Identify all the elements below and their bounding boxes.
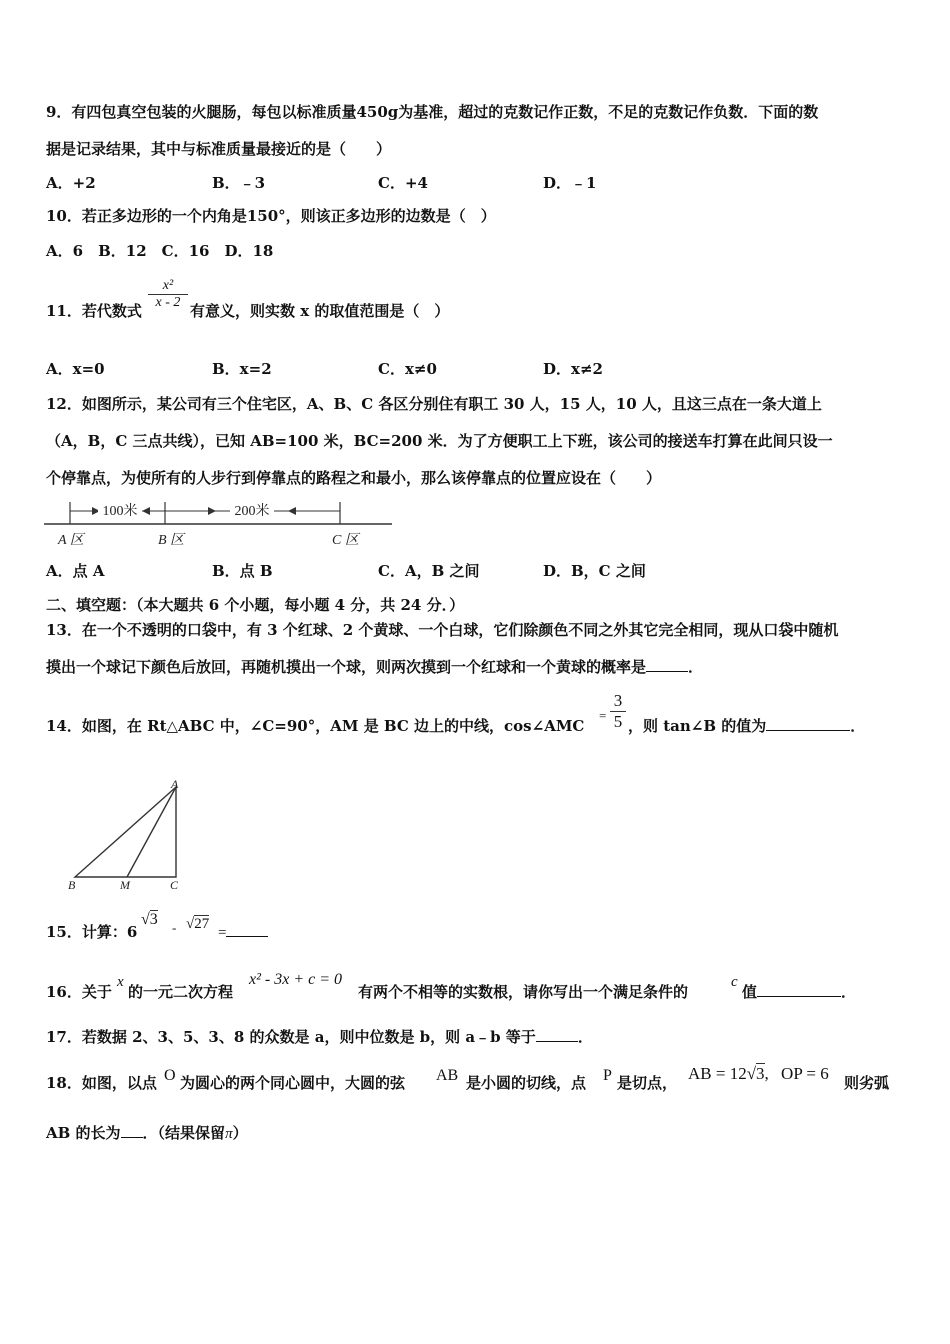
q9-option-d: D．﹣1 (543, 174, 597, 192)
q16-equation: x² - 3x + c = 0 (249, 971, 343, 988)
ab-distance-label: 100米 (102, 504, 138, 519)
q11-option-c: C．x≠0 (378, 360, 437, 378)
sqrt-icon: √ (141, 911, 150, 928)
q13-line2-text: 摸出一个球记下颜色后放回，再随机摸出一个球，则两次摸到一个红球和一个黄球的概率是 (46, 658, 647, 676)
q18-answer-blank[interactable] (121, 1137, 143, 1138)
q16-stem-mid2: 有两个不相等的实数根，请你写出一个满足条件的 (358, 983, 689, 1001)
q18-line2 (46, 1123, 248, 1144)
q10-options: A．6 B．12 C．16 D．18 (46, 242, 274, 260)
q14-fraction (610, 691, 626, 732)
vertex-a-label: A (171, 777, 179, 791)
q12-line2: （A，B，C 三点共线），已知 AB=100 米，BC=200 米．为了方便职工上下班，该公司的接送车打算在此间只设一 (46, 432, 833, 450)
q18-stem-pre: 18．如图，以点 (46, 1074, 157, 1092)
q17-end: ． (577, 1028, 593, 1046)
q15-answer-blank[interactable] (226, 936, 268, 937)
bc-arrow-right (208, 507, 216, 515)
q18-end: ．（结果保留 (142, 1124, 226, 1142)
q16-stem-mid: 的一元二次方程 (128, 983, 234, 1001)
q17-stem: 17．若数据 2、3、5、3、8 的众数是 a，则中位数是 b，则 a﹣b 等于 (46, 1028, 536, 1046)
q13-line1: 13．在一个不透明的口袋中，有 3 个红球、2 个黄球、一个白球，它们除颜色不同之外其它完全相同，现从口袋中随机 (46, 621, 839, 639)
q12-option-d: D．B，C 之间 (543, 562, 646, 580)
q11-numerator: x² (162, 278, 174, 293)
q15-sqrt3 (141, 910, 158, 930)
q11-denominator: x - 2 (148, 294, 188, 311)
q16-answer-blank[interactable] (757, 996, 841, 997)
q12-line3: 个停靠点，为使所有的人步行到停靠点的路程之和最小，那么该停靠点的位置应设在（ ） (46, 469, 662, 487)
q15-equals: = (218, 925, 227, 941)
q18-chord-ab: AB (436, 1067, 459, 1084)
q9-line1: 9．有四包真空包装的火腿肠，每包以标准质量450g为基准，超过的克数记作正数，不足的克数记作负数．下面的数 (46, 103, 819, 121)
q15-radicand-1: 3 (149, 911, 158, 928)
q12-option-c: C．A，B 之间 (378, 562, 480, 580)
q10-stem: 10．若正多边形的一个内角是150°，则该正多边形的边数是（ ） (46, 207, 496, 225)
q14-stem-post-wrap (628, 716, 865, 736)
point-c-label: C 区 (332, 533, 359, 548)
q14-denominator: 5 (610, 711, 626, 732)
q15-minus: - (172, 920, 177, 935)
q18-radicand: 3 (756, 1064, 765, 1083)
q13-line2 (46, 657, 703, 677)
q18-stem-post: 则劣弧 (844, 1074, 890, 1092)
ab-arrow-left (142, 507, 150, 515)
q9-option-a: A．+2 (46, 174, 96, 192)
q16-var-c: c (731, 974, 738, 990)
q13-answer-blank[interactable] (646, 671, 688, 672)
q12-figure (40, 494, 400, 554)
q9-option-c: C．+4 (378, 174, 428, 192)
median-am (127, 787, 176, 877)
q15-radicand-2: 27 (194, 916, 210, 932)
q17-stem-wrap (46, 1027, 593, 1047)
q16-stem-post: 值 (742, 983, 758, 1001)
q14-answer-blank[interactable] (766, 730, 850, 731)
bc-distance-label: 200米 (234, 504, 270, 519)
point-a-label: A 区 (58, 533, 84, 548)
q18-point-o: O (164, 1067, 176, 1084)
q18-comma: , (764, 1064, 769, 1083)
q16-end: ． (841, 983, 857, 1001)
point-m-label: M (120, 878, 130, 892)
q11-option-d: D．x≠2 (543, 360, 603, 378)
q15-stem: 15．计算：6 (46, 923, 138, 941)
q14-equals: = (599, 708, 607, 723)
q16-stem-pre: 16．关于 (46, 983, 112, 1001)
q18-stem-mid3: 是切点， (617, 1074, 678, 1092)
q18-line2-text: AB 的长为 (46, 1124, 121, 1142)
q14-numerator: 3 (613, 691, 623, 710)
q18-cond2: OP = 6 (781, 1064, 829, 1083)
q18-cond1: AB = 12 (688, 1064, 747, 1083)
q13-end: ． (688, 658, 704, 676)
q11-stem-pre: 11．若代数式 (46, 302, 142, 320)
q11-stem-post: 有意义，则实数 x 的取值范围是（ ） (190, 302, 450, 320)
q12-option-a: A．点 A (46, 562, 105, 580)
q18-pi: π (225, 1126, 233, 1142)
triangle-abc (75, 787, 176, 877)
point-b-label: B 区 (158, 533, 185, 548)
q9-option-b: B．﹣3 (212, 174, 266, 192)
q18-point-p: P (603, 1067, 612, 1084)
q11-option-a: A．x=0 (46, 360, 105, 378)
vertex-c-label: C (170, 878, 179, 892)
q11-option-b: B．x=2 (212, 360, 272, 378)
sqrt-icon: √ (186, 916, 195, 932)
q14-end: ． (850, 717, 866, 735)
q15-sqrt27 (186, 914, 209, 934)
q15-eq-wrap (218, 922, 268, 943)
q18-stem-mid: 为圆心的两个同心圆中，大圆的弦 (180, 1074, 406, 1092)
q9-line2: 据是记录结果，其中与标准质量最接近的是（ ） (46, 140, 392, 158)
q18-condition (688, 1064, 829, 1084)
q12-option-b: B．点 B (212, 562, 273, 580)
q16-var-x: x (117, 974, 124, 990)
q14-triangle-figure (62, 776, 192, 894)
bc-arrow-left (288, 507, 296, 515)
vertex-b-label: B (68, 878, 76, 892)
q18-stem-mid2: 是小圆的切线，点 (466, 1074, 587, 1092)
q18-close: ） (232, 1124, 248, 1142)
sqrt-icon: √ (746, 1064, 757, 1083)
section2-heading: 二、填空题：（本大题共 6 个小题，每小题 4 分，共 24 分．） (46, 596, 465, 614)
q14-stem-post: ，则 tan∠B 的值为 (628, 717, 767, 735)
q14-stem-pre: 14．如图，在 Rt△ABC 中，∠C=90°，AM 是 BC 边上的中线，cos∠AMC (46, 717, 585, 735)
q17-answer-blank[interactable] (536, 1041, 578, 1042)
q16-stem-post-wrap (742, 982, 856, 1002)
q11-fraction (148, 278, 188, 311)
q12-line1: 12．如图所示，某公司有三个住宅区，A、B、C 各区分别住有职工 30 人，15 人，10 人，且这三点在一条大道上 (46, 395, 822, 413)
